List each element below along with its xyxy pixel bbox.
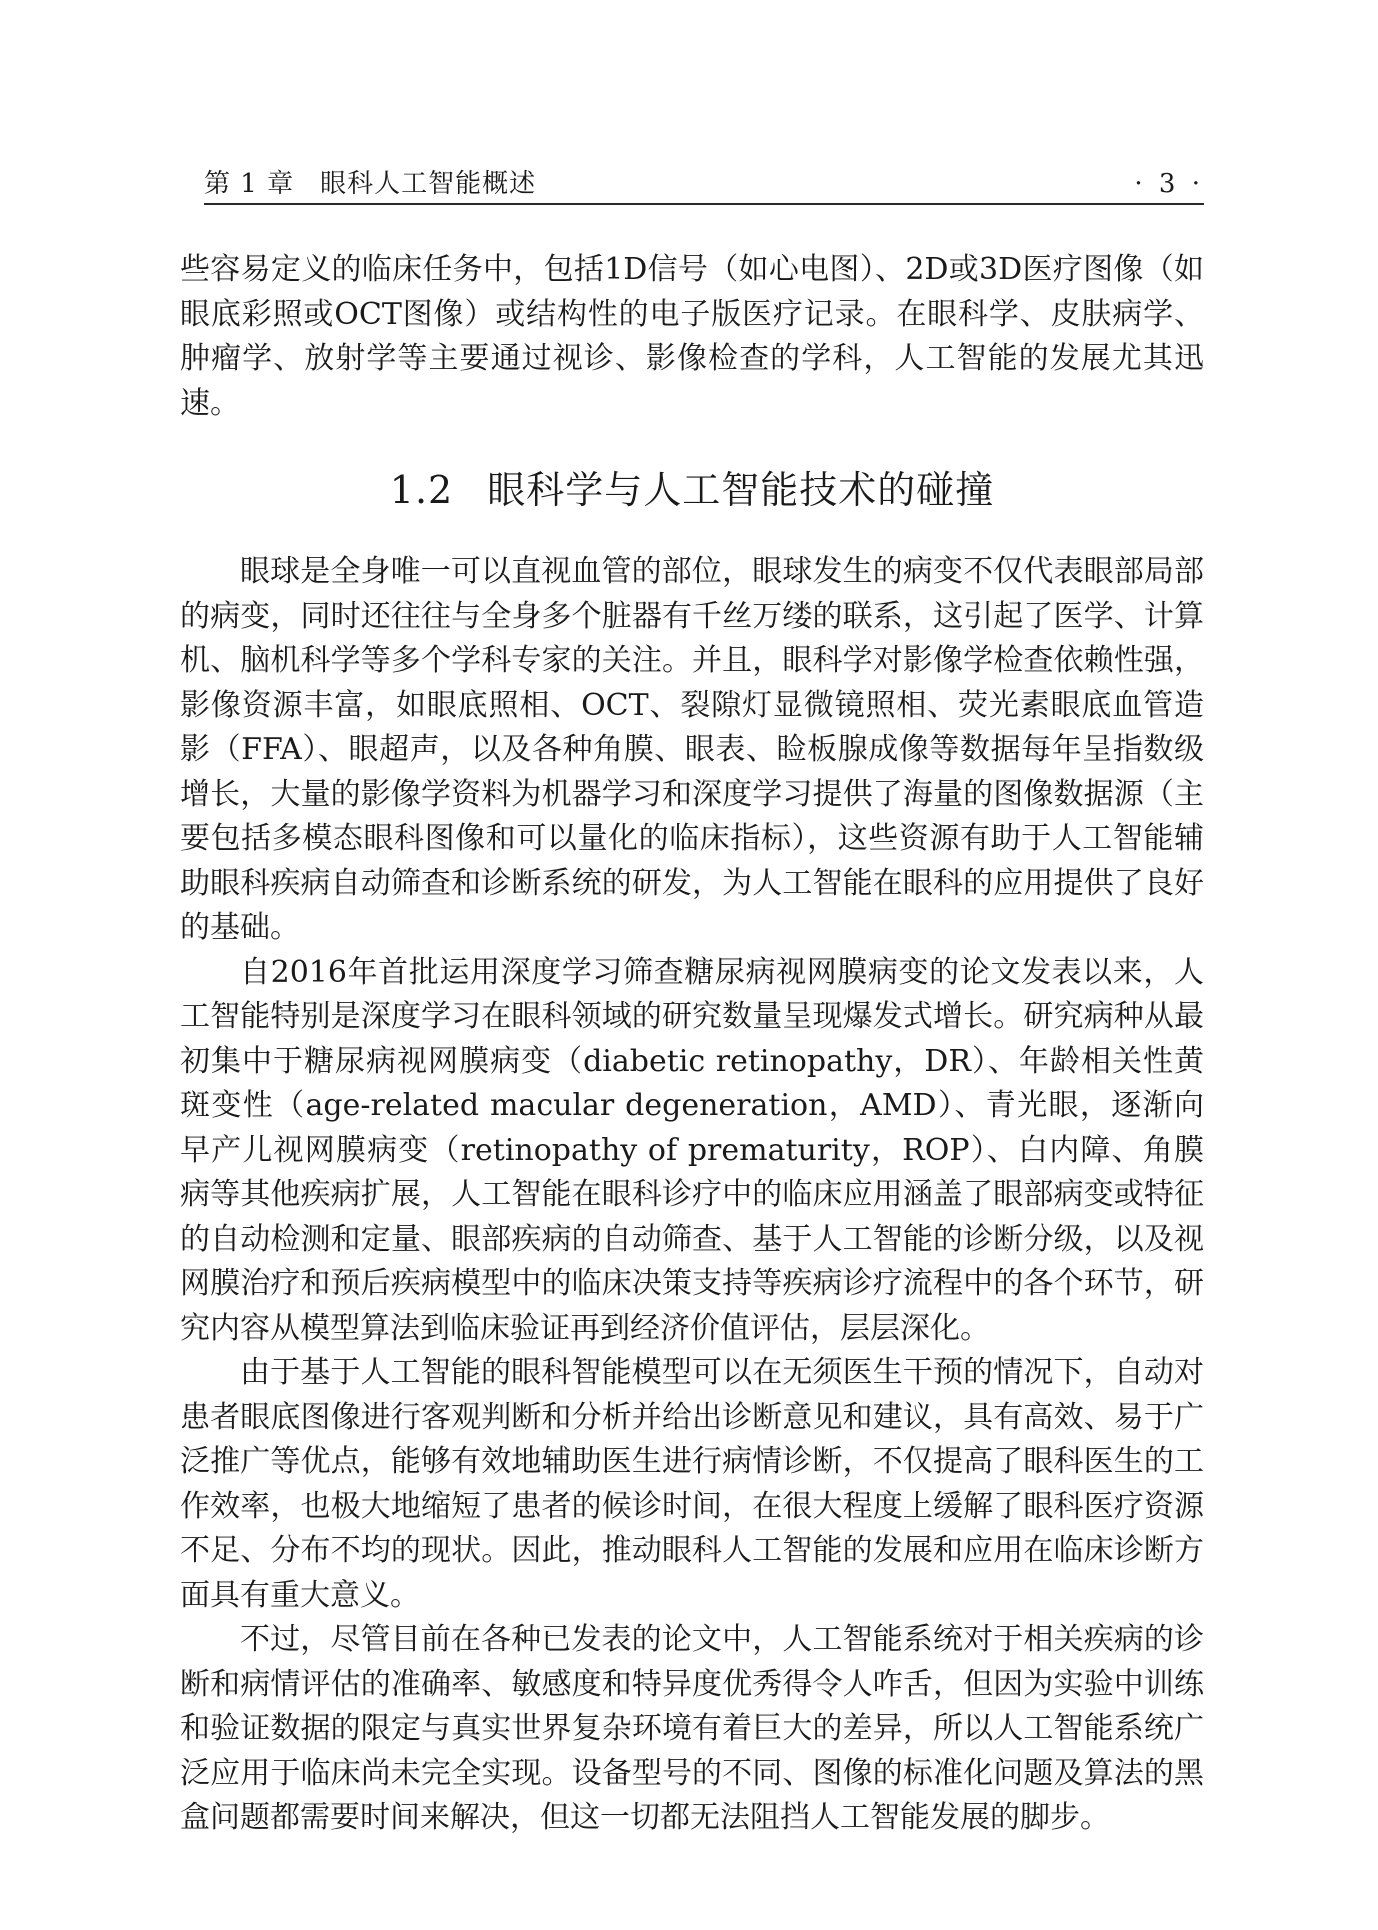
section-number: 1.2 — [389, 468, 454, 512]
intro-paragraph: 些容易定义的临床任务中，包括1D信号（如心电图）、2D或3D医疗图像（如眼底彩照或OCT图像）或结构性的电子版医疗记录。在眼科学、皮肤病学、肿瘤学、放射学等主要通过视诊、影像检查的学科，人工智能的发展尤其迅速。 — [180, 252, 1204, 421]
header-rule — [204, 203, 1204, 205]
section-heading — [180, 452, 1204, 528]
chapter-title: 眼科人工智能概述 — [320, 169, 537, 199]
chapter-heading — [204, 166, 536, 202]
body-paragraph: 眼球是全身唯一可以直视血管的部位，眼球发生的病变不仅代表眼部局部的病变，同时还往往与全身多个脏器有千丝万缕的联系，这引起了医学、计算机、脑机科学等多个学科专家的关注。并且，眼科学对影像学检查依赖性强，影像资源丰富，如眼底照相、OCT、裂隙灯显微镜照相、荧光素眼底血管造影（FFA）、眼超声，以及各种角膜、眼表、睑板腺成像等数据每年呈指数级增长，大量的影像学资料为机器学习和深度学习提供了海量的图像数据源（主要包括多模态眼科图像和可以量化的临床指标），这些资源有助于人工智能辅助眼科疾病自动筛查和诊断系统的研发，为人工智能在眼科的应用提供了良好的基础。 — [180, 554, 1204, 945]
running-header — [204, 166, 1204, 206]
body-paragraph: 不过，尽管目前在各种已发表的论文中，人工智能系统对于相关疾病的诊断和病情评估的准确率、敏感度和特异度优秀得令人咋舌，但因为实验中训练和验证数据的限定与真实世界复杂环境有着巨大的差异，所以人工智能系统广泛应用于临床尚未完全实现。设备型号的不同、图像的标准化问题及算法的黑盒问题都需要时间来解决，但这一切都无法阻挡人工智能发展的脚步。 — [180, 1622, 1204, 1835]
body-paragraph: 自2016年首批运用深度学习筛查糖尿病视网膜病变的论文发表以来，人工智能特别是深度学习在眼科领域的研究数量呈现爆发式增长。研究病种从最初集中于糖尿病视网膜病变（diabetic retinopathy，DR）、年龄相关性黄斑变性（age-related macular degeneration，AMD）、青光眼，逐渐向早产儿视网膜病变（retinopathy of prematurity，ROP）、白内障、角膜病等其他疾病扩展，人工智能在眼科诊疗中的临床应用涵盖了眼部病变或特征的自动检测和定量、眼部疾病的自动筛查、基于人工智能的诊断分级，以及视网膜治疗和预后疾病模型中的临床决策支持等疾病诊疗流程中的各个环节，研究内容从模型算法到临床验证再到经济价值评估，层层深化。 — [180, 954, 1204, 1346]
chapter-number: 第 1 章 — [204, 169, 295, 199]
page-body — [180, 248, 1204, 1841]
page-number: · 3 · — [1134, 169, 1204, 199]
body-paragraph: 由于基于人工智能的眼科智能模型可以在无须医生干预的情况下，自动对患者眼底图像进行客观判断和分析并给出诊断意见和建议，具有高效、易于广泛推广等优点，能够有效地辅助医生进行病情诊断，不仅提高了眼科医生的工作效率，也极大地缩短了患者的候诊时间，在很大程度上缓解了眼科医疗资源不足、分布不均的现状。因此，推动眼科人工智能的发展和应用在临床诊断方面具有重大意义。 — [180, 1355, 1204, 1613]
section-title: 眼科学与人工智能技术的碰撞 — [487, 468, 995, 512]
